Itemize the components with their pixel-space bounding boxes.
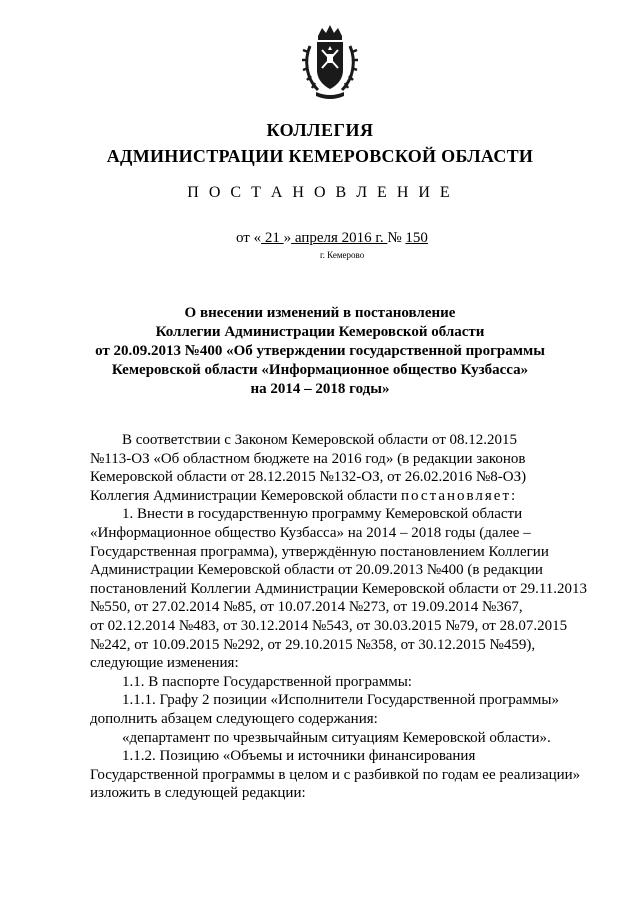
body-line: 1.1. В паспорте Государственной программы: xyxy=(122,673,412,690)
body-line: от 02.12.2014 №483, от 30.12.2014 №543, от 30.03.2015 №79, от 28.07.2015 xyxy=(90,617,568,634)
body-line: «Информационное общество Кузбасса» на 2014 – 2018 годы (далее – xyxy=(90,524,531,541)
document-body xyxy=(90,431,603,803)
body-line: 1.1.1. Графу 2 позиции «Исполнители Государственной программы» xyxy=(122,692,560,709)
body-line: Кемеровской области от 28.12.2015 №132-ОЗ, от 26.02.2016 №8-ОЗ) xyxy=(90,469,527,486)
org-name-line1: КОЛЛЕГИЯ xyxy=(266,120,374,140)
body-line: №550, от 27.02.2014 №85, от 10.07.2014 №273, от 19.09.2014 №367, xyxy=(90,599,523,616)
org-name-line2: АДМИНИСТРАЦИИ КЕМЕРОВСКОЙ ОБЛАСТИ xyxy=(106,146,534,166)
date-month-year: апреля 2016 г. xyxy=(291,230,388,246)
document-title xyxy=(0,304,640,399)
title-line: О внесении изменений в постановление xyxy=(184,305,456,321)
document-number: 150 xyxy=(405,230,428,246)
date-prefix: от « xyxy=(236,230,262,246)
body-line: В соответствии с Законом Кемеровской области от 08.12.2015 xyxy=(122,432,518,448)
date-day: 21 xyxy=(261,230,284,246)
document-type: П О С Т А Н О В Л Е Н И Е xyxy=(187,184,453,201)
body-line: постановлений Коллегии Администрации Кемеровской области от 29.11.2013 xyxy=(90,580,588,597)
body-line: №113-ОЗ «Об областном бюджете на 2016 год» (в редакции законов xyxy=(90,450,526,467)
body-line: №242, от 10.09.2015 №292, от 29.10.2015 №358, от 30.12.2015 №459), xyxy=(90,636,536,653)
title-line: от 20.09.2013 №400 «Об утверждении государственной программы xyxy=(95,343,545,359)
body-line: следующие изменения: xyxy=(90,655,239,672)
title-line: на 2014 – 2018 годы» xyxy=(250,381,390,397)
body-text-spaced: постановляет: xyxy=(401,487,518,504)
body-line: Администрации Кемеровской области от 20.09.2013 №400 (в редакции xyxy=(90,562,543,579)
body-line xyxy=(90,487,603,506)
kemerovo-coat-of-arms-icon xyxy=(300,22,360,102)
body-text: Коллегия Администрации Кемеровской области xyxy=(90,487,398,504)
body-line: Государственной программы в целом и с разбивкой по годам ее реализации» xyxy=(90,766,581,783)
date-number-line xyxy=(236,230,428,247)
body-line: Государственная программа), утверждённую постановлением Коллегии xyxy=(90,543,549,560)
city-label: г. Кемерово xyxy=(320,250,365,260)
date-close-quote: » xyxy=(283,230,292,246)
number-label: № xyxy=(387,230,402,246)
body-line: «департамент по чрезвычайным ситуациям Кемеровской области». xyxy=(122,729,551,746)
body-line: 1. Внести в государственную программу Кемеровской области xyxy=(122,506,523,523)
title-line: Коллегии Администрации Кемеровской области xyxy=(155,324,485,340)
body-line: 1.1.2. Позицию «Объемы и источники финансирования xyxy=(122,748,476,765)
body-line: дополнить абзацем следующего содержания: xyxy=(90,710,378,727)
title-line: Кемеровской области «Информационное общество Кузбасса» xyxy=(111,362,529,378)
body-line: изложить в следующей редакции: xyxy=(90,785,306,802)
